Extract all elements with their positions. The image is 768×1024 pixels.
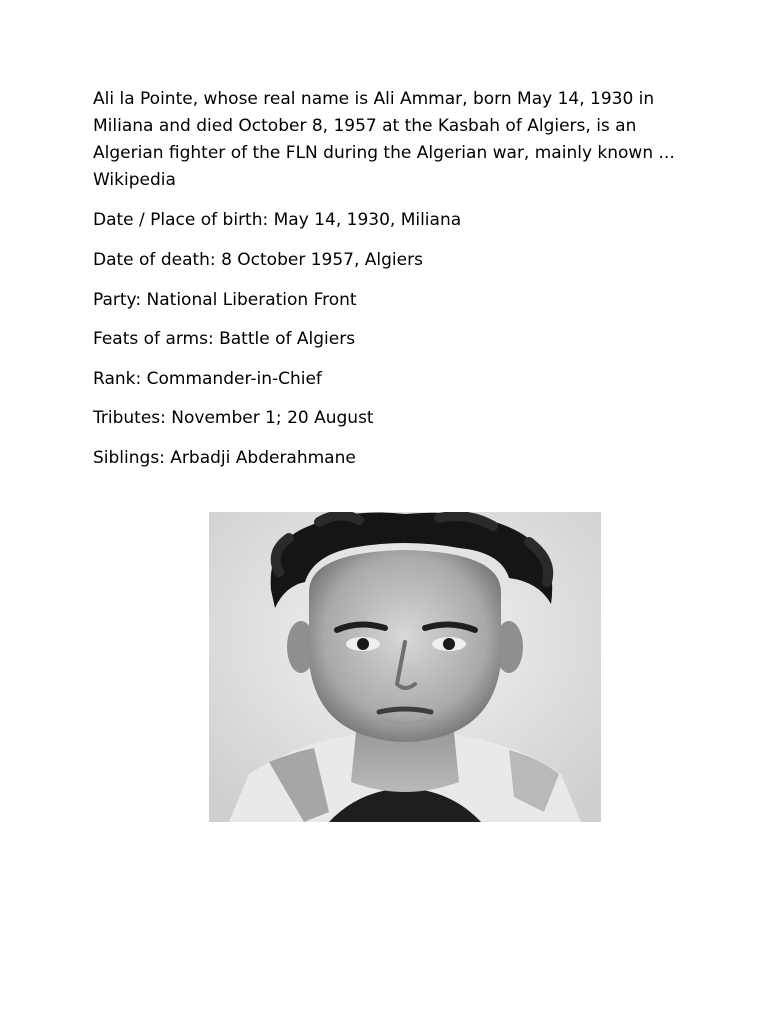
portrait-illustration <box>209 512 601 822</box>
intro-paragraph <box>93 86 683 194</box>
portrait-photo <box>209 512 601 822</box>
fact-tributes: Tributes: November 1; 20 August <box>93 408 374 428</box>
fact-birth: Date / Place of birth: May 14, 1930, Miliana <box>93 210 462 230</box>
fact-siblings: Siblings: Arbadji Abderahmane <box>93 448 356 468</box>
intro-source: Wikipedia <box>93 170 176 190</box>
fact-death: Date of death: 8 October 1957, Algiers <box>93 250 423 270</box>
fact-feats: Feats of arms: Battle of Algiers <box>93 329 356 349</box>
intro-line: Miliana and died October 8, 1957 at the Kasbah of Algiers, is an <box>93 116 637 136</box>
intro-line: Ali la Pointe, whose real name is Ali Ammar, born May 14, 1930 in <box>93 89 655 109</box>
intro-line: Algerian fighter of the FLN during the Algerian war, mainly known ... <box>93 143 675 163</box>
fact-party: Party: National Liberation Front <box>93 290 357 310</box>
fact-rank: Rank: Commander-in-Chief <box>93 369 322 389</box>
